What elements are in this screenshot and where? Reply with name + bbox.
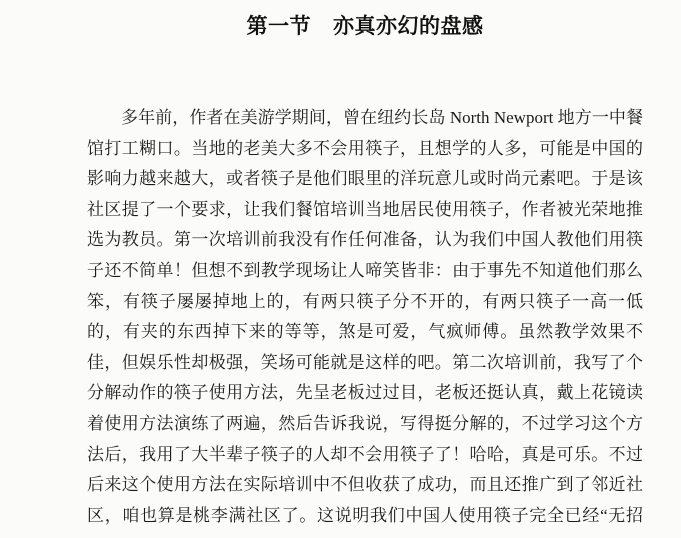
section-title-text: 亦真亦幻的盘感 bbox=[333, 14, 484, 38]
text-line: 影响力越来越大，或者筷子是他们眼里的洋玩意儿或时尚元素吧。于是该 bbox=[87, 169, 643, 189]
text-line: 的，有夹的东西掉下来的等等，煞是可爱，气疯师傅。虽然教学效果不 bbox=[87, 322, 643, 342]
text-line: 选为教员。第一次培训前我没有作任何准备，认为我们中国人教他们用筷 bbox=[87, 230, 643, 250]
text-line: 后来这个使用方法在实际培训中不但收获了成功，而且还推广到了邻近社 bbox=[87, 475, 643, 495]
text-line: 着使用方法演练了两遍，然后告诉我说，写得挺分解的，不过学习这个方 bbox=[87, 413, 643, 433]
text-line: 分解动作的筷子使用方法，先呈老板过过目，老板还挺认真，戴上花镜读 bbox=[87, 383, 643, 403]
text-line: 区，咱也算是桃李满社区了。这说明我们中国人使用筷子完全已经“无招 bbox=[87, 505, 643, 525]
body-paragraph bbox=[87, 103, 643, 531]
text-line: 笨，有筷子屡屡掉地上的，有两只筷子分不开的，有两只筷子一高一低 bbox=[87, 291, 643, 311]
section-title bbox=[87, 11, 643, 41]
text-line: 多年前，作者在美游学期间，曾在纽约长岛 North Newport 地方一中餐 bbox=[121, 108, 643, 127]
text-line: 社区提了一个要求，让我们餐馆培训当地居民使用筷子，作者被光荣地推 bbox=[87, 199, 643, 219]
text-line: 佳，但娱乐性却极强，笑场可能就是这样的吧。第二次培训前，我写了个 bbox=[87, 352, 643, 372]
text-line: 子还不简单！但想不到教学现场让人啼笑皆非：由于事先不知道他们那么 bbox=[87, 260, 643, 280]
text-line: 馆打工糊口。当地的老美大多不会用筷子，且想学的人多，可能是中国的 bbox=[87, 138, 643, 158]
section-number: 第一节 bbox=[246, 14, 311, 38]
text-line: 法后，我用了大半辈子筷子的人却不会用筷子了！哈哈，真是可乐。不过 bbox=[87, 444, 643, 464]
